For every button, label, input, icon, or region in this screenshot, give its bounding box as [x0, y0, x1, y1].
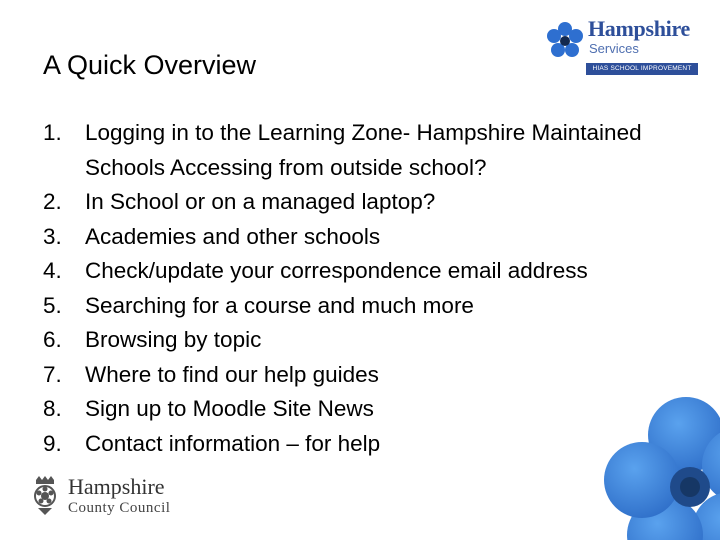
list-item [43, 427, 683, 462]
item-number: 6. [43, 327, 62, 352]
item-text: Academies and other schools [85, 223, 381, 249]
council-logo-sub: County Council [68, 500, 171, 516]
list-item [43, 323, 683, 358]
item-number: 3. [43, 223, 62, 249]
item-number: 7. [43, 361, 62, 387]
decorative-flower-icon [590, 395, 720, 540]
item-text: Contact information – for help [85, 430, 381, 456]
list-item [43, 392, 683, 427]
item-text: Logging in to the Learning Zone- Hampshire Maintained Schools Accessing from outside school? [85, 120, 642, 180]
item-number: 8. [43, 396, 62, 421]
hampshire-county-council-logo [30, 474, 200, 520]
item-text: In School or on a managed laptop? [85, 189, 436, 214]
item-number: 5. [43, 292, 62, 318]
services-logo-banner: HIAS SCHOOL IMPROVEMENT [586, 63, 698, 75]
item-text: Browsing by topic [85, 327, 262, 352]
list-item [43, 185, 683, 220]
council-logo-name: Hampshire [68, 474, 165, 499]
services-logo-name: Hampshire [588, 16, 691, 41]
hampshire-services-logo [546, 14, 706, 80]
services-logo-sub: Services [589, 41, 639, 56]
item-text: Where to find our help guides [85, 361, 379, 387]
list-item [43, 289, 683, 324]
item-text: Searching for a course and much more [85, 292, 474, 318]
item-text: Sign up to Moodle Site News [85, 396, 374, 421]
crest-icon [30, 476, 60, 516]
item-number: 1. [43, 120, 62, 145]
item-number: 4. [43, 258, 62, 283]
list-item [43, 116, 683, 185]
list-item [43, 220, 683, 255]
item-number: 9. [43, 430, 62, 456]
list-item [43, 254, 683, 289]
item-text: Check/update your correspondence email address [85, 258, 588, 283]
slide-title: A Quick Overview [43, 50, 257, 80]
list-item [43, 358, 683, 393]
item-number: 2. [43, 189, 62, 214]
flower-icon [546, 22, 584, 60]
agenda-list [43, 116, 683, 461]
